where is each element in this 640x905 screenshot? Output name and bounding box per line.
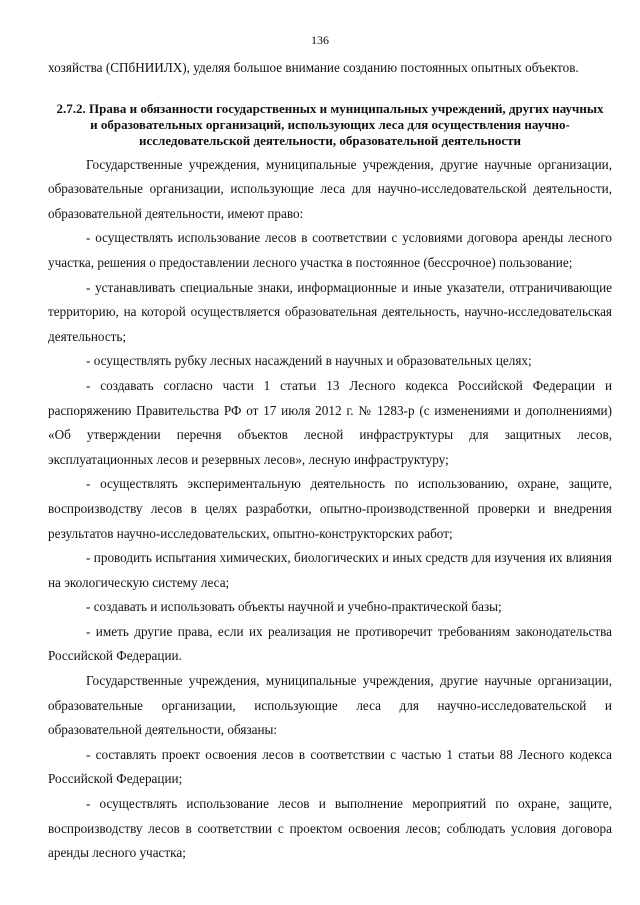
page-body <box>48 56 612 866</box>
list-item-right: - осуществлять использование лесов в соответствии с условиями договора аренды лесного участка, решения о предоставлении лесного участка в постоянное (бессрочное) пользование; <box>48 230 612 270</box>
list-item-right: - создавать согласно части 1 статьи 13 Лесного кодекса Российской Федерации и распоряжению Правительства РФ от 17 июля 2012 г. № 1283-р (с изменениями и дополнениями) «Об утверждении перечня объектов лесной инфраструктуры для защитных лесов, эксплуатационных лесов и резервных лесов», лесную инфраструктуру; <box>48 377 612 467</box>
list-item-right: - устанавливать специальные знаки, информационные и иные указатели, отграничивающие территорию, на которой осуществляется образовательная деятельность, научно-исследовательская деятельность; <box>48 279 612 344</box>
list-item-duty: - осуществлять использование лесов и выполнение мероприятий по охране, защите, воспроизводству лесов в соответствии с проектом освоения лесов; соблюдать условия договора аренды лесного участка; <box>48 796 612 861</box>
list-item-duty: - составлять проект освоения лесов в соответствии с частью 1 статьи 88 Лесного кодекса Российской Федерации; <box>48 746 612 787</box>
list-item-right: - создавать и использовать объекты научной и учебно-практической базы; <box>86 599 502 615</box>
list-item-right: - осуществлять рубку лесных насаждений в научных и образовательных целях; <box>86 353 532 369</box>
paragraph-continuation: хозяйства (СПбНИИЛХ), уделяя большое внимание созданию постоянных опытных объектов. <box>48 60 579 75</box>
list-item-right: - проводить испытания химических, биологических и иных средств для изучения их влияния на экологическую систему леса; <box>48 550 612 590</box>
paragraph-duties-intro: Государственные учреждения, муниципальные учреждения, другие научные организации, образовательные организации, использующие леса для научно-исследовательской и образовательной деятельности, обязаны: <box>48 673 612 738</box>
list-item-right: - иметь другие права, если их реализация не противоречит требованиям законодательства Российской Федерации. <box>48 623 612 664</box>
list-item-right: - осуществлять экспериментальную деятельность по использованию, охране, защите, воспроизводству лесов в целях разработки, опытно-производственной проверки и внедрения результатов научно-исследовательских, опытно-конструкторских работ; <box>48 476 612 541</box>
paragraph-rights-intro: Государственные учреждения, муниципальные учреждения, другие научные организации, образовательные организации, использующие леса для научно-исследовательской деятельности, образовательной деятельности, имеют право: <box>48 156 612 221</box>
section-heading: 2.7.2. Права и обязанности государственных и муниципальных учреждений, других научных и образовательных организаций, использующих леса для осуществления научно-исследовательской деятельности, образовательной деятельности <box>56 100 604 148</box>
page-number: 136 <box>311 33 329 47</box>
